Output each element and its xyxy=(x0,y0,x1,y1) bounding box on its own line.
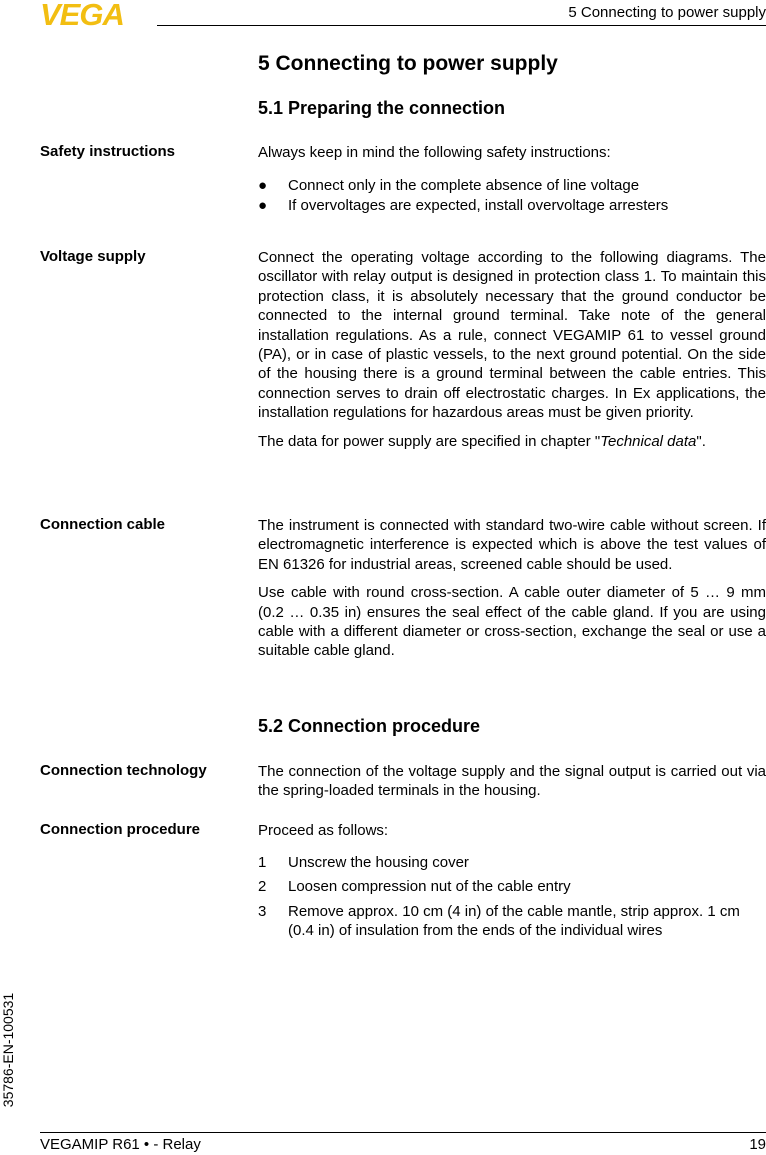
list-item-text: If overvoltages are expected, install overvoltage arresters xyxy=(288,197,669,214)
sidebar-label-procedure: Connection procedure xyxy=(40,821,201,838)
vega-logo-text: VEGA xyxy=(40,0,124,28)
sidebar-label-safety: Safety instructions xyxy=(40,143,176,160)
vega-logo xyxy=(40,0,152,28)
procedure-steps xyxy=(258,853,766,941)
document-id: 35786-EN-100531 xyxy=(0,992,16,1108)
list-item xyxy=(258,877,766,896)
data-ref-prefix: The data for power supply are specified in chapter " xyxy=(258,432,601,450)
data-ref-suffix: ". xyxy=(696,432,706,450)
list-item xyxy=(258,902,766,941)
sidebar-label-voltage: Voltage supply xyxy=(40,248,146,265)
list-item xyxy=(258,853,766,872)
bullet-icon: ● xyxy=(258,197,268,214)
cable-paragraph xyxy=(258,516,766,661)
cable-text-2: Use cable with round cross-section. A cable outer diameter of 5 … 9 mm (0.2 … 0.35 in) ensures the seal effect of the cable gland. If you are using cable with a different diameter or cross-section, exchange the seal or use a suitable cable gland. xyxy=(258,584,766,660)
step-number: 2 xyxy=(258,878,267,896)
header-rule xyxy=(157,25,766,26)
safety-intro: Always keep in mind the following safety instructions: xyxy=(258,144,611,161)
step-text: Loosen compression nut of the cable entry xyxy=(288,878,571,896)
voltage-paragraph xyxy=(258,248,766,451)
step-text: Unscrew the housing cover xyxy=(288,854,469,871)
page-number: 19 xyxy=(749,1136,766,1153)
step-text: Remove approx. 10 cm (4 in) of the cable mantle, strip approx. 1 cm (0.4 in) of insulation from the ends of the individual wires xyxy=(288,902,740,940)
sidebar-label-technology: Connection technology xyxy=(40,762,207,779)
bullet-icon: ● xyxy=(258,177,268,194)
section-5-2-title: 5.2 Connection procedure xyxy=(258,716,481,736)
technology-text: The connection of the voltage supply and the signal output is carried out via the spring-loaded terminals in the housing. xyxy=(258,763,766,800)
step-number: 1 xyxy=(258,854,267,871)
list-item xyxy=(258,197,668,214)
section-5-1-title: 5.1 Preparing the connection xyxy=(258,98,506,118)
sidebar-label-cable: Connection cable xyxy=(40,516,166,533)
footer-rule xyxy=(40,1132,766,1133)
cable-text-1: The instrument is connected with standard two-wire cable without screen. If electromagnetic interference is expected which is above the test values of EN 61326 for industrial areas, screened cable should be used. xyxy=(258,517,766,573)
technical-data-link[interactable]: Technical data xyxy=(600,432,697,450)
chapter-title: 5 Connecting to power supply xyxy=(258,52,558,75)
footer-product: VEGAMIP R61 • - Relay xyxy=(40,1136,201,1153)
voltage-data-ref xyxy=(258,432,766,451)
step-number: 3 xyxy=(258,902,267,920)
list-item-text: Connect only in the complete absence of line voltage xyxy=(288,177,640,194)
running-header: 5 Connecting to power supply xyxy=(568,4,766,21)
procedure-intro: Proceed as follows: xyxy=(258,822,389,839)
voltage-text: Connect the operating voltage according to the following diagrams. The oscillator with relay output is designed in protection class 1. To maintain this protection class, it is absolutely necessary that the ground conductor be connected to the internal ground terminal. Take note of the general installation regulations. As a rule, connect VEGAMIP 61 to vessel ground (PA), or in case of plastic vessels, to the next ground potential. On the side of the housing there is a ground terminal between the cable entries. This connection serves to drain off electrostatic charges. In Ex applications, the installation regulations for hazardous areas must be given priority. xyxy=(258,249,766,422)
list-item xyxy=(258,177,639,194)
